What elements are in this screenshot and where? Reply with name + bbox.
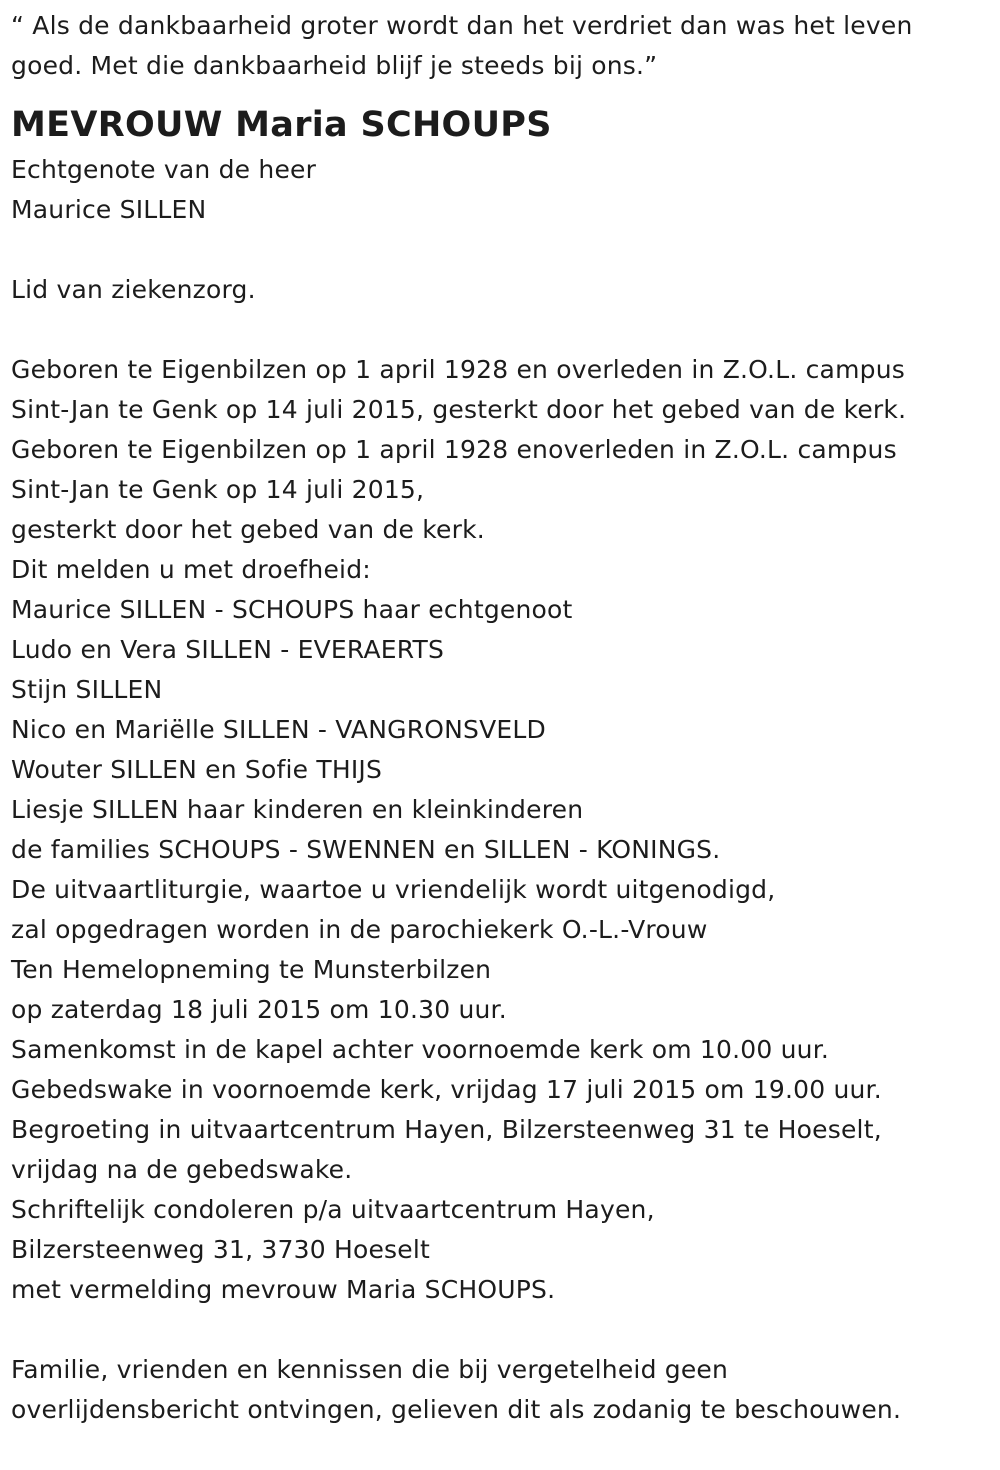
body-line: met vermelding mevrouw Maria SCHOUPS. bbox=[11, 1275, 556, 1304]
body-line: Wouter SILLEN en Sofie THIJS bbox=[11, 755, 383, 784]
obituary-notice bbox=[11, 6, 991, 1430]
body-line: Samenkomst in de kapel achter voornoemde kerk om 10.00 uur. bbox=[11, 1035, 830, 1064]
body-line: de families SCHOUPS - SWENNEN en SILLEN - KONINGS. bbox=[11, 835, 721, 864]
body-line: gesterkt door het gebed van de kerk. bbox=[11, 515, 485, 544]
body-line: Ten Hemelopneming te Munsterbilzen bbox=[11, 955, 492, 984]
body-line: De uitvaartliturgie, waartoe u vriendelijk wordt uitgenodigd, bbox=[11, 875, 776, 904]
body-line: Sint-Jan te Genk op 14 juli 2015, bbox=[11, 475, 425, 504]
body-line: Nico en Mariëlle SILLEN - VANGRONSVELD bbox=[11, 715, 547, 744]
body-line: Schriftelijk condoleren p/a uitvaartcentrum Hayen, bbox=[11, 1195, 655, 1224]
closing-line: overlijdensbericht ontvingen, gelieven dit als zodanig te beschouwen. bbox=[11, 1395, 902, 1424]
body-line: Begroeting in uitvaartcentrum Hayen, Bilzersteenweg 31 te Hoeselt, bbox=[11, 1115, 882, 1144]
body-line: Geboren te Eigenbilzen op 1 april 1928 en overleden in Z.O.L. campus bbox=[11, 355, 905, 384]
closing-note bbox=[11, 1350, 991, 1430]
body-line: Geboren te Eigenbilzen op 1 april 1928 enoverleden in Z.O.L. campus bbox=[11, 435, 897, 464]
spouse-line: Echtgenote van de heer bbox=[11, 155, 317, 184]
body-line: Maurice SILLEN - SCHOUPS haar echtgenoot bbox=[11, 595, 573, 624]
body-line: Stijn SILLEN bbox=[11, 675, 163, 704]
obituary-body bbox=[11, 350, 991, 1310]
opening-quote bbox=[11, 6, 991, 86]
quote-line: “ Als de dankbaarheid groter wordt dan het verdriet dan was het leven bbox=[11, 11, 913, 40]
spacer bbox=[11, 230, 991, 270]
spacer bbox=[11, 310, 991, 350]
body-line: op zaterdag 18 juli 2015 om 10.30 uur. bbox=[11, 995, 507, 1024]
body-line: Liesje SILLEN haar kinderen en kleinkinderen bbox=[11, 795, 584, 824]
body-line: Ludo en Vera SILLEN - EVERAERTS bbox=[11, 635, 445, 664]
membership-line: Lid van ziekenzorg. bbox=[11, 275, 256, 304]
spacer bbox=[11, 1310, 991, 1350]
body-line: vrijdag na de gebedswake. bbox=[11, 1155, 353, 1184]
body-line: zal opgedragen worden in de parochiekerk O.-L.-Vrouw bbox=[11, 915, 708, 944]
closing-line: Familie, vrienden en kennissen die bij vergetelheid geen bbox=[11, 1355, 729, 1384]
body-line: Sint-Jan te Genk op 14 juli 2015, gesterkt door het gebed van de kerk. bbox=[11, 395, 907, 424]
body-line: Gebedswake in voornoemde kerk, vrijdag 17 juli 2015 om 19.00 uur. bbox=[11, 1075, 882, 1104]
deceased-name: MEVROUW Maria SCHOUPS bbox=[11, 105, 552, 145]
body-line: Bilzersteenweg 31, 3730 Hoeselt bbox=[11, 1235, 431, 1264]
spouse-line: Maurice SILLEN bbox=[11, 195, 207, 224]
quote-line: goed. Met die dankbaarheid blijf je steeds bij ons.” bbox=[11, 51, 658, 80]
body-line: Dit melden u met droefheid: bbox=[11, 555, 371, 584]
spouse-info bbox=[11, 150, 991, 230]
